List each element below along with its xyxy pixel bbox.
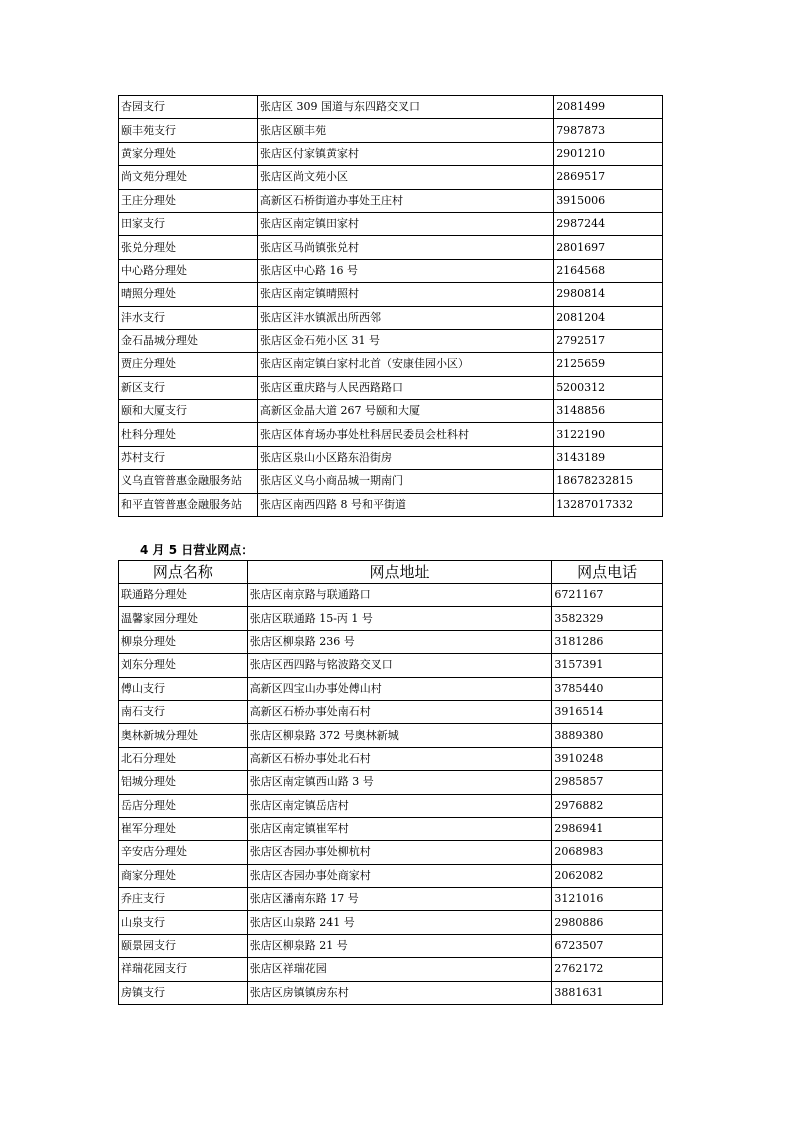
branch-address-cell: 张店区中心路 16 号 — [258, 259, 554, 282]
branch-phone-cell: 3582329 — [552, 607, 663, 630]
branch-phone-cell: 7987873 — [554, 119, 663, 142]
table-row — [119, 817, 663, 840]
branch-name-cell: 南石支行 — [119, 700, 248, 723]
table-row — [119, 283, 663, 306]
header-branch-address: 网点地址 — [247, 561, 552, 584]
table-row — [119, 493, 663, 516]
branch-address-cell: 张店区杏园办事处商家村 — [247, 864, 552, 887]
branch-name-cell: 辛安店分理处 — [119, 841, 248, 864]
branch-name-cell: 和平直管普惠金融服务站 — [119, 493, 258, 516]
branch-phone-cell: 5200312 — [554, 376, 663, 399]
branch-address-cell: 张店区颐丰苑 — [258, 119, 554, 142]
branch-phone-cell: 3910248 — [552, 747, 663, 770]
table-row — [119, 724, 663, 747]
branch-phone-cell: 2081204 — [554, 306, 663, 329]
branch-name-cell: 杏园支行 — [119, 96, 258, 119]
branch-address-cell: 张店区尚文苑小区 — [258, 166, 554, 189]
branch-name-cell: 杜科分理处 — [119, 423, 258, 446]
table-row — [119, 864, 663, 887]
branch-table-1 — [118, 95, 663, 517]
branch-phone-cell: 2801697 — [554, 236, 663, 259]
branch-name-cell: 铝城分理处 — [119, 771, 248, 794]
table-row — [119, 329, 663, 352]
branch-phone-cell: 2068983 — [552, 841, 663, 864]
table-row — [119, 400, 663, 423]
branch-name-cell: 山泉支行 — [119, 911, 248, 934]
branch-name-cell: 奥林新城分理处 — [119, 724, 248, 747]
branch-name-cell: 义乌直管普惠金融服务站 — [119, 470, 258, 493]
table-row — [119, 166, 663, 189]
branch-address-cell: 张店区南定镇白家村北首（安康佳园小区） — [258, 353, 554, 376]
branch-address-cell: 张店区潘南东路 17 号 — [247, 888, 552, 911]
branch-phone-cell: 2762172 — [552, 958, 663, 981]
branch-phone-cell: 3181286 — [552, 630, 663, 653]
table-row — [119, 259, 663, 282]
table-row — [119, 958, 663, 981]
branch-address-cell: 高新区石桥办事处南石村 — [247, 700, 552, 723]
branch-address-cell: 高新区石桥街道办事处王庄村 — [258, 189, 554, 212]
branch-phone-cell: 2125659 — [554, 353, 663, 376]
branch-address-cell: 高新区石桥办事处北石村 — [247, 747, 552, 770]
table-row — [119, 119, 663, 142]
section-heading: 4 月 5 日营业网点： — [140, 543, 254, 557]
branch-phone-cell: 3785440 — [552, 677, 663, 700]
branch-phone-cell: 2081499 — [554, 96, 663, 119]
branch-name-cell: 苏村支行 — [119, 446, 258, 469]
branch-phone-cell: 2792517 — [554, 329, 663, 352]
branch-name-cell: 黄家分理处 — [119, 142, 258, 165]
table-row — [119, 771, 663, 794]
branch-table-2-body — [119, 584, 663, 1005]
table-row — [119, 654, 663, 677]
table-row — [119, 700, 663, 723]
branch-phone-cell: 2976882 — [552, 794, 663, 817]
branch-address-cell: 高新区金晶大道 267 号颐和大厦 — [258, 400, 554, 423]
branch-name-cell: 柳泉分理处 — [119, 630, 248, 653]
table-row — [119, 189, 663, 212]
branch-name-cell: 乔庄支行 — [119, 888, 248, 911]
branch-table-1-body — [119, 96, 663, 517]
branch-address-cell: 张店区付家镇黄家村 — [258, 142, 554, 165]
branch-address-cell: 张店区柳泉路 372 号奥林新城 — [247, 724, 552, 747]
branch-name-cell: 田家支行 — [119, 212, 258, 235]
branch-phone-cell: 3916514 — [552, 700, 663, 723]
branch-name-cell: 新区支行 — [119, 376, 258, 399]
branch-phone-cell: 3881631 — [552, 981, 663, 1004]
branch-address-cell: 张店区柳泉路 236 号 — [247, 630, 552, 653]
branch-phone-cell: 2980814 — [554, 283, 663, 306]
branch-address-cell: 张店区马尚镇张兑村 — [258, 236, 554, 259]
branch-phone-cell: 2985857 — [552, 771, 663, 794]
table-row — [119, 142, 663, 165]
branch-phone-cell: 18678232815 — [554, 470, 663, 493]
table-row — [119, 630, 663, 653]
branch-phone-cell: 3143189 — [554, 446, 663, 469]
branch-name-cell: 张兑分理处 — [119, 236, 258, 259]
branch-address-cell: 张店区南定镇西山路 3 号 — [247, 771, 552, 794]
branch-phone-cell: 2164568 — [554, 259, 663, 282]
branch-address-cell: 张店区联通路 15-丙 1 号 — [247, 607, 552, 630]
branch-name-cell: 崔军分理处 — [119, 817, 248, 840]
table-row — [119, 981, 663, 1004]
table-row — [119, 446, 663, 469]
table-header-row — [119, 561, 663, 584]
branch-phone-cell: 2901210 — [554, 142, 663, 165]
branch-name-cell: 房镇支行 — [119, 981, 248, 1004]
branch-phone-cell: 2062082 — [552, 864, 663, 887]
table-row — [119, 888, 663, 911]
table-row — [119, 677, 663, 700]
branch-address-cell: 张店区柳泉路 21 号 — [247, 934, 552, 957]
table-row — [119, 236, 663, 259]
table-row — [119, 911, 663, 934]
table-row — [119, 212, 663, 235]
branch-address-cell: 张店区祥瑞花园 — [247, 958, 552, 981]
branch-phone-cell: 2987244 — [554, 212, 663, 235]
branch-phone-cell: 3915006 — [554, 189, 663, 212]
branch-address-cell: 张店区南定镇岳店村 — [247, 794, 552, 817]
branch-address-cell: 张店区重庆路与人民西路路口 — [258, 376, 554, 399]
branch-phone-cell: 3122190 — [554, 423, 663, 446]
table-row — [119, 306, 663, 329]
branch-name-cell: 中心路分理处 — [119, 259, 258, 282]
branch-phone-cell: 2986941 — [552, 817, 663, 840]
branch-name-cell: 傅山支行 — [119, 677, 248, 700]
table-row — [119, 747, 663, 770]
table-row — [119, 423, 663, 446]
branch-address-cell: 张店区南定镇晴照村 — [258, 283, 554, 306]
table-row — [119, 584, 663, 607]
branch-name-cell: 北石分理处 — [119, 747, 248, 770]
branch-name-cell: 颐景园支行 — [119, 934, 248, 957]
table-row — [119, 794, 663, 817]
branch-phone-cell: 13287017332 — [554, 493, 663, 516]
branch-phone-cell: 2869517 — [554, 166, 663, 189]
branch-name-cell: 颐和大厦支行 — [119, 400, 258, 423]
branch-name-cell: 金石晶城分理处 — [119, 329, 258, 352]
branch-address-cell: 张店区西四路与铭波路交叉口 — [247, 654, 552, 677]
header-branch-phone: 网点电话 — [552, 561, 663, 584]
branch-address-cell: 张店区杏园办事处柳杭村 — [247, 841, 552, 864]
branch-address-cell: 张店区 309 国道与东四路交叉口 — [258, 96, 554, 119]
table-row — [119, 470, 663, 493]
branch-name-cell: 刘东分理处 — [119, 654, 248, 677]
branch-address-cell: 张店区义乌小商品城一期南门 — [258, 470, 554, 493]
branch-address-cell: 张店区南京路与联通路口 — [247, 584, 552, 607]
branch-address-cell: 高新区四宝山办事处傅山村 — [247, 677, 552, 700]
branch-name-cell: 温馨家园分理处 — [119, 607, 248, 630]
table-row — [119, 376, 663, 399]
table-row — [119, 607, 663, 630]
branch-name-cell: 颐丰苑支行 — [119, 119, 258, 142]
branch-name-cell: 商家分理处 — [119, 864, 248, 887]
branch-phone-cell: 3121016 — [552, 888, 663, 911]
branch-address-cell: 张店区体育场办事处杜科居民委员会杜科村 — [258, 423, 554, 446]
branch-name-cell: 联通路分理处 — [119, 584, 248, 607]
branch-phone-cell: 6721167 — [552, 584, 663, 607]
branch-name-cell: 王庄分理处 — [119, 189, 258, 212]
branch-phone-cell: 3148856 — [554, 400, 663, 423]
branch-address-cell: 张店区南定镇崔军村 — [247, 817, 552, 840]
branch-address-cell: 张店区金石苑小区 31 号 — [258, 329, 554, 352]
branch-address-cell: 张店区南西四路 8 号和平街道 — [258, 493, 554, 516]
branch-name-cell: 尚文苑分理处 — [119, 166, 258, 189]
table-row — [119, 841, 663, 864]
branch-phone-cell: 6723507 — [552, 934, 663, 957]
branch-address-cell: 张店区泉山小区路东沿街房 — [258, 446, 554, 469]
table-row — [119, 353, 663, 376]
branch-address-cell: 张店区南定镇田家村 — [258, 212, 554, 235]
branch-phone-cell: 3889380 — [552, 724, 663, 747]
branch-table-2 — [118, 560, 663, 1005]
branch-phone-cell: 3157391 — [552, 654, 663, 677]
branch-name-cell: 贾庄分理处 — [119, 353, 258, 376]
branch-name-cell: 祥瑞花园支行 — [119, 958, 248, 981]
header-branch-name: 网点名称 — [119, 561, 248, 584]
branch-name-cell: 沣水支行 — [119, 306, 258, 329]
branch-address-cell: 张店区山泉路 241 号 — [247, 911, 552, 934]
branch-phone-cell: 2980886 — [552, 911, 663, 934]
branch-name-cell: 岳店分理处 — [119, 794, 248, 817]
branch-address-cell: 张店区沣水镇派出所西邻 — [258, 306, 554, 329]
table-row — [119, 96, 663, 119]
table-row — [119, 934, 663, 957]
branch-name-cell: 晴照分理处 — [119, 283, 258, 306]
branch-address-cell: 张店区房镇镇房东村 — [247, 981, 552, 1004]
